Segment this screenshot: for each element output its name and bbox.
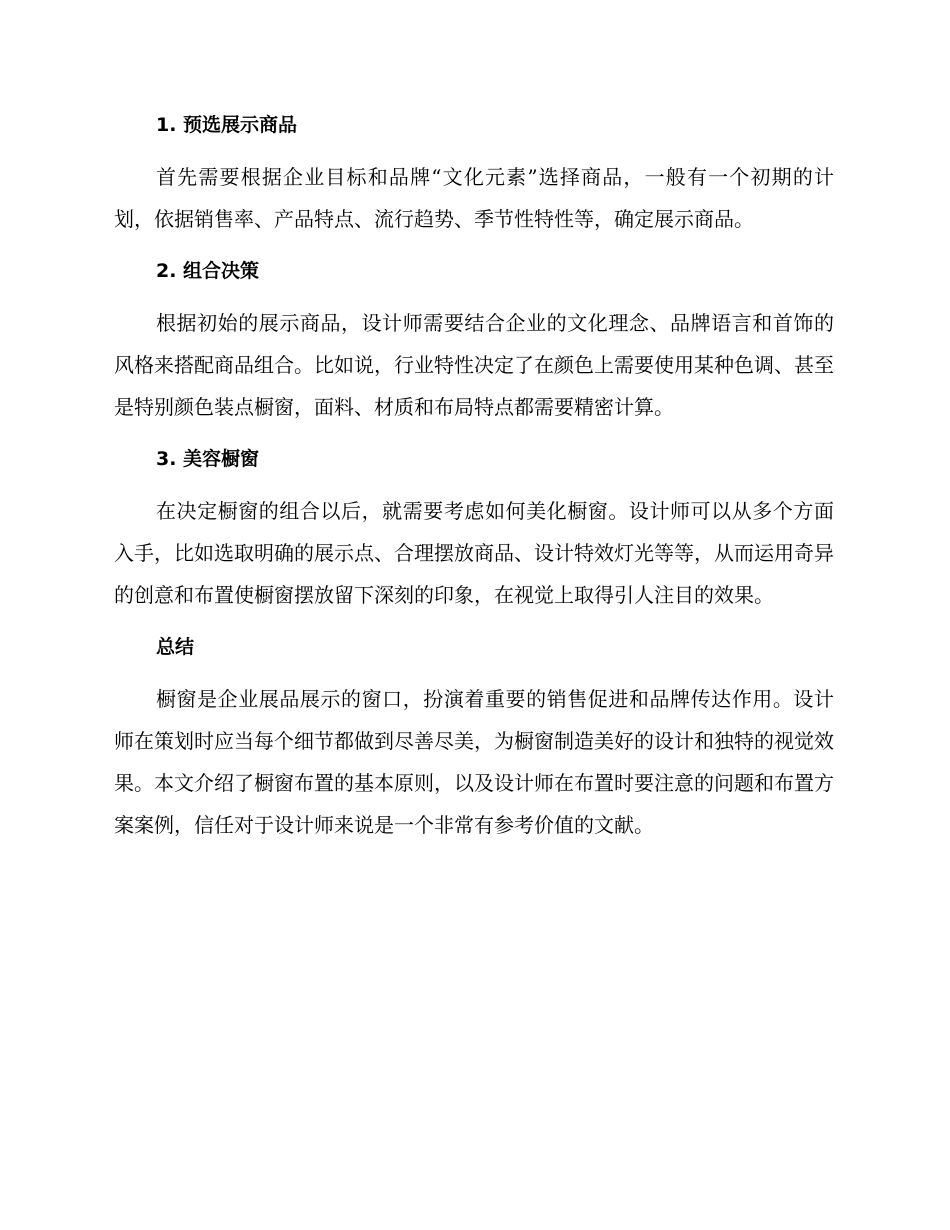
section-paragraph-combination: 根据初始的展示商品，设计师需要结合企业的文化理念、品牌语言和首饰的风格来搭配商品组合。比如说，行业特性决定了在颜色上需要使用某种色调、甚至是特别颜色装点橱窗，面料、材质和布局特点都需要精密计算。 [114, 311, 834, 419]
section-heading-beautify: 3. 美容橱窗 [156, 448, 260, 470]
section-paragraph-summary: 橱窗是企业展品展示的窗口，扮演着重要的销售促进和品牌传达作用。设计师在策划时应当每个细节都做到尽善尽美，为橱窗制造美好的设计和独特的视觉效果。本文介绍了橱窗布置的基本原则，以及设计师在布置时要注意的问题和布置方案案例，信任对于设计师来说是一个非常有参考价值的文献。 [114, 687, 834, 837]
section-heading-summary: 总结 [156, 636, 195, 658]
document-body [114, 104, 834, 856]
section-heading-combination: 2. 组合决策 [156, 260, 260, 282]
section-paragraph-preselect: 首先需要根据企业目标和品牌“文化元素”选择商品，一般有一个初期的计划，依据销售率、产品特点、流行趋势、季节性特性等，确定展示商品。 [114, 165, 834, 231]
section-heading-preselect: 1. 预选展示商品 [156, 114, 298, 136]
section-paragraph-beautify: 在决定橱窗的组合以后，就需要考虑如何美化橱窗。设计师可以从多个方面入手，比如选取明确的展示点、合理摆放商品、设计特效灯光等等，从而运用奇异的创意和布置使橱窗摆放留下深刻的印象，在视觉上取得引人注目的效果。 [114, 499, 834, 607]
